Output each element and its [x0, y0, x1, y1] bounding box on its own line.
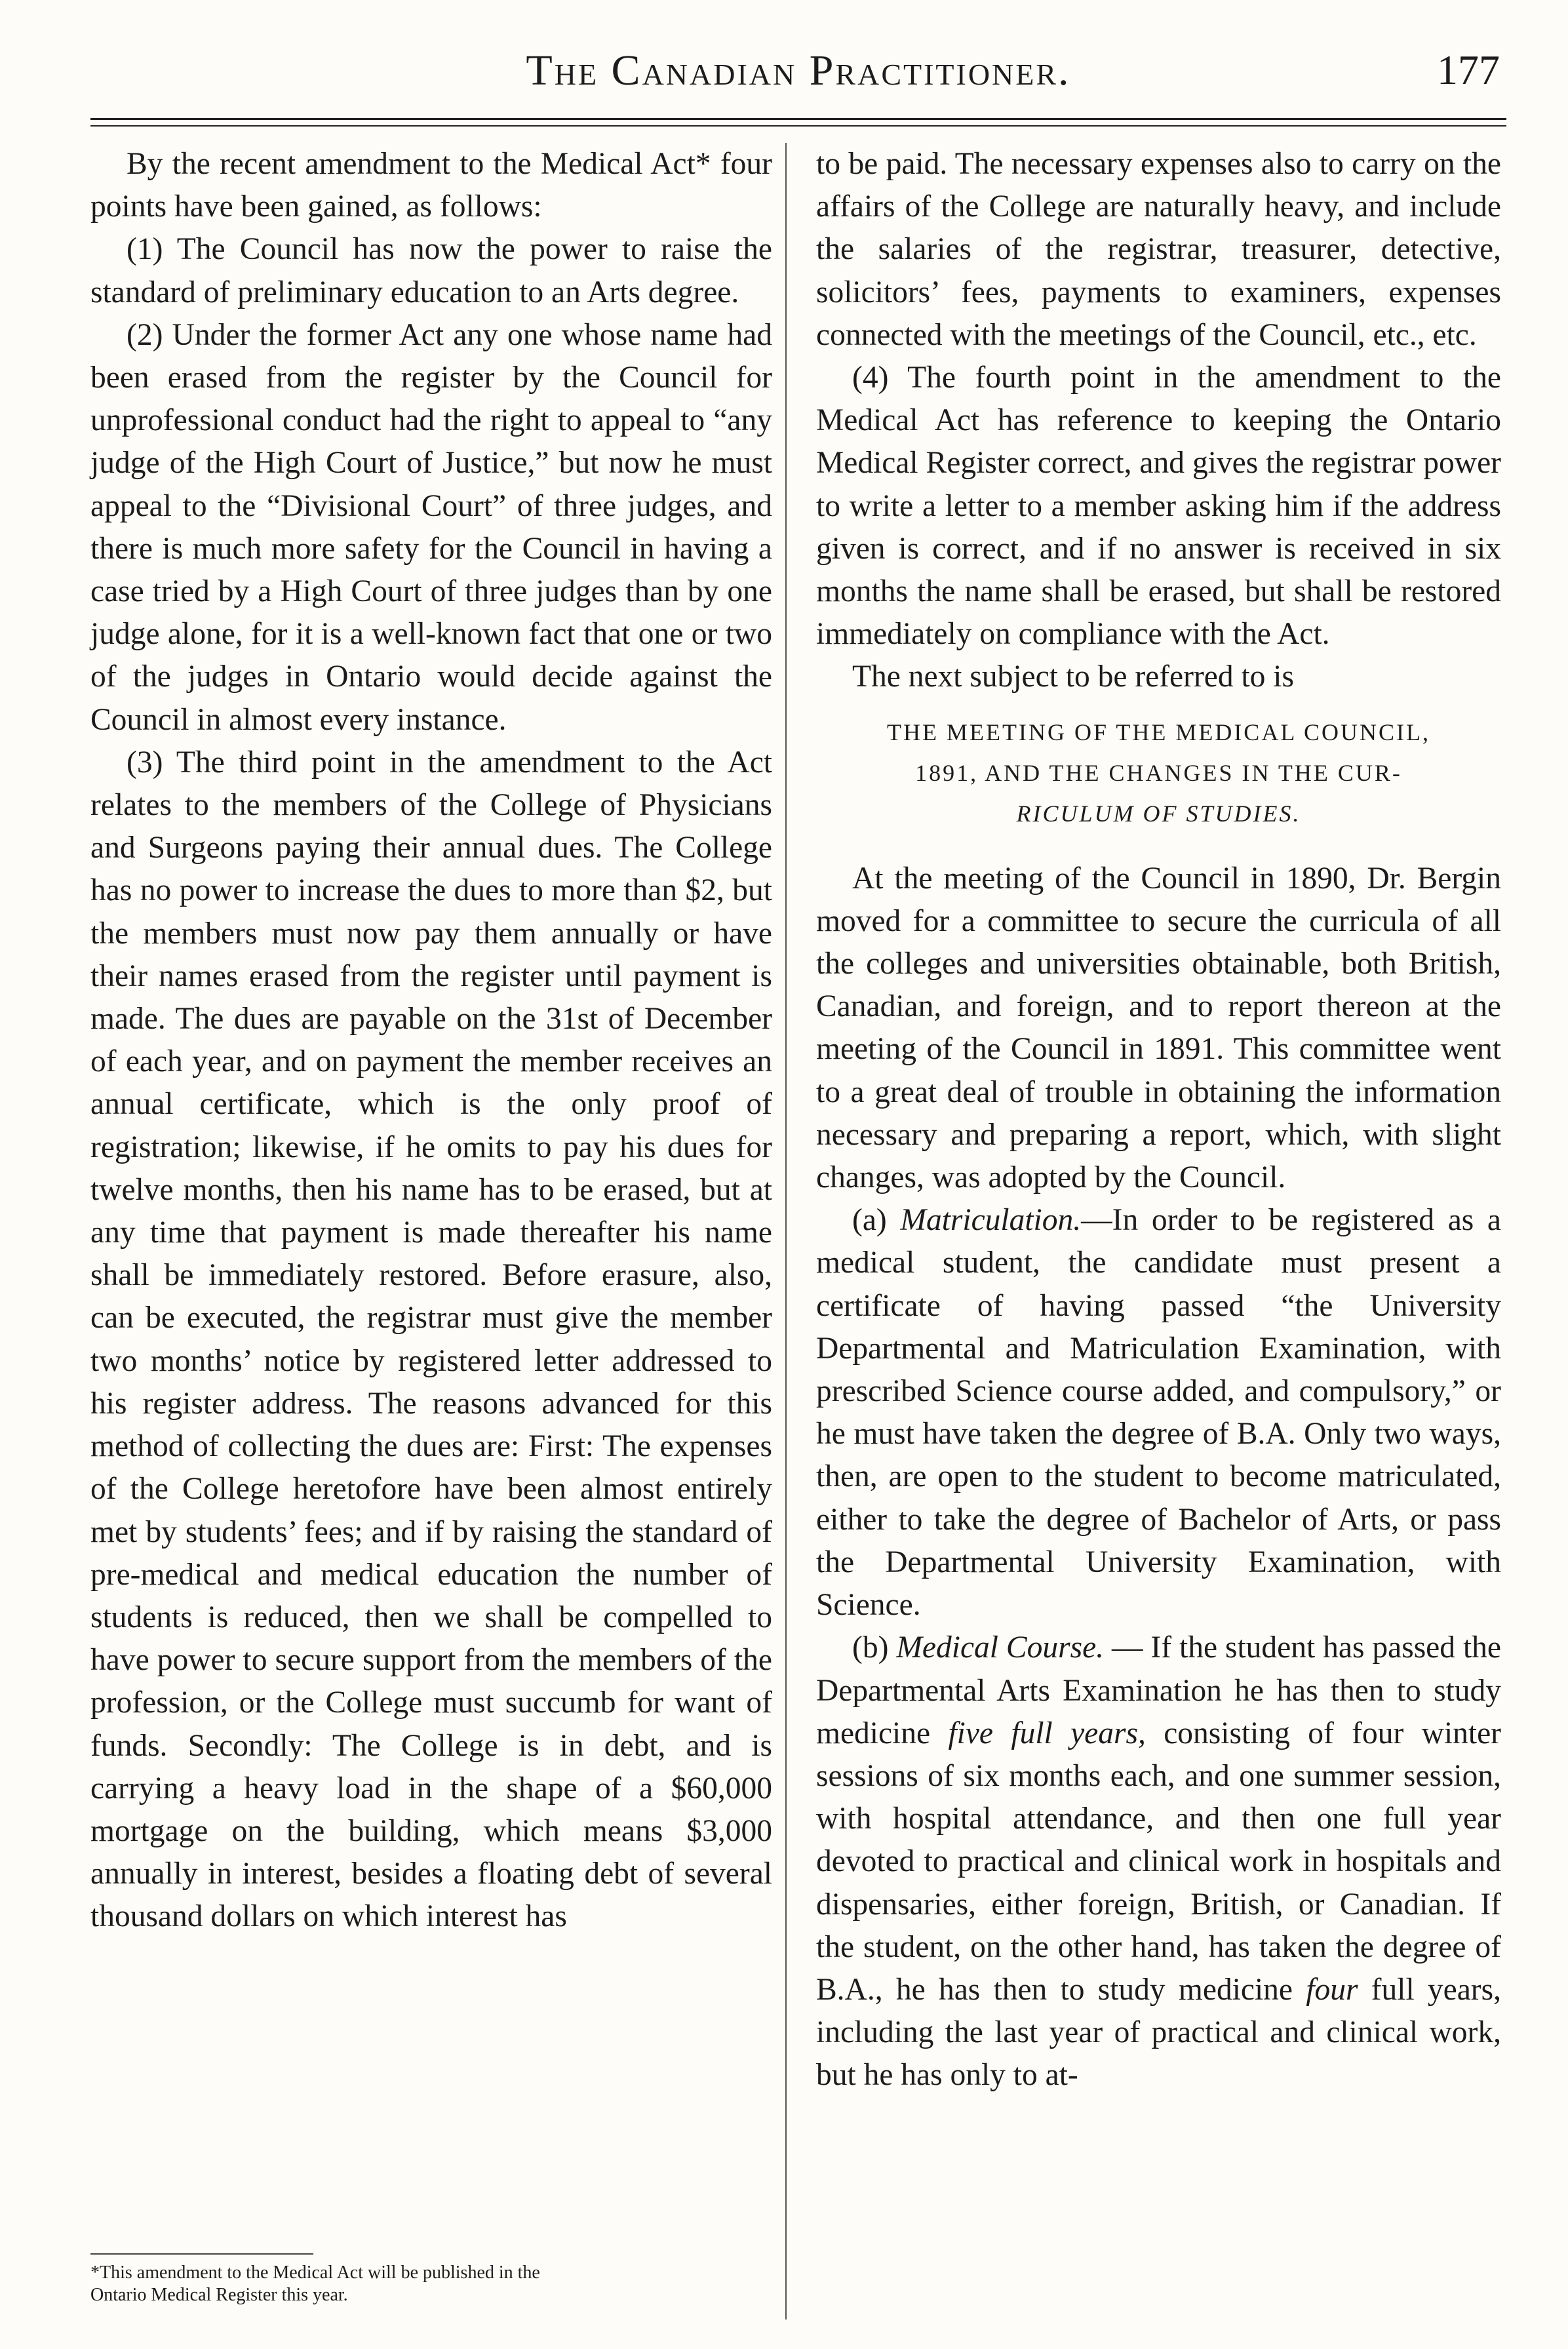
paragraph: (2) Under the former Act any one whose name had been erased from the register by the Council for unprofessional conduct had the right to appeal to “any judge of the High Court of Justice,” but now he must appeal to the “Divisional Court” of three judges, and there is much more safety for the Council in having a case tried by a High Court of three judges than by one judge alone, for it is a well-known fact that one or two of the judges in Ontario would decide against the Council in almost every instance. — [90, 317, 772, 737]
paragraph: to be paid. The necessary expenses also to carry on the affairs of the College are naturally heavy, and include the salaries of the registrar, treasurer, detective, solicitors’ fees, payments to examiners, expenses connected with the meetings of the Council, etc., etc. — [816, 147, 1501, 352]
item-title: Medical Course. — [896, 1630, 1105, 1665]
item-body: — If the student has passed the Departmental Arts Examination he has then to study medicine — [816, 1630, 1501, 1750]
item-body: —In order to be registered as a medical student, the candidate must present a certificate of having passed “the University Departmental and Matriculation Examination, with prescribed Science course added, and compulsory,” or he must have taken the degree of B.A. Only two ways, then, are open to the student to become matriculated, either to take the degree of Bachelor of Arts, or pass the Departmental University Examination, with Science. — [816, 1203, 1502, 1623]
paragraph: By the recent amendment to the Medical Act* four points have been gained, as follows: — [90, 147, 772, 224]
item-body: full years, including the last year of practical and clinical work, but he has only to at- — [816, 1972, 1501, 2093]
footnote-rule — [90, 2253, 313, 2255]
paragraph-medical-course — [816, 1627, 1501, 2097]
paragraph: (1) The Council has now the power to raise the standard of preliminary education to an Arts degree. — [90, 232, 772, 309]
column-divider — [785, 143, 787, 2319]
emphasis: four — [1306, 1972, 1358, 2007]
page-header — [90, 46, 1506, 118]
header-rule-top — [90, 118, 1506, 120]
paragraph: The next subject to be referred to is — [852, 660, 1294, 694]
section-heading-line: RICULUM OF STUDIES. — [1016, 800, 1301, 827]
section-heading — [816, 712, 1501, 834]
paragraph-matriculation — [816, 1199, 1501, 1627]
item-label: (a) — [852, 1203, 887, 1238]
running-title: The Canadian Practitioner. — [526, 47, 1071, 94]
item-title: Matriculation. — [900, 1203, 1082, 1238]
item-label: (b) — [852, 1630, 889, 1665]
emphasis: five full years, — [948, 1716, 1146, 1750]
paragraph: (3) The third point in the amendment to the Act relates to the members of the College of Physicians and Surgeons paying their annual dues. The College has no power to increase the dues to more than $2, but the members must now pay them annually or have their names erased from the register until payment is made. The dues are payable on the 31st of December of each year, and on payment the member receives an annual certificate, which is the only proof of registration; likewise, if he omits to pay his dues for twelve months, then his name has to be erased, but at any time that payment is made thereafter his name shall be immediately restored. Before erasure, also, can be executed, the registrar must give the member two months’ notice by registered letter addressed to his register address. The reasons advanced for this method of collecting the dues are: First: The expenses of the College heretofore have been almost entirely met by students’ fees; and if by raising the standard of pre-medical and medical education the number of students is reduced, then we shall be compelled to have power to secure support from the members of the profession, or the College must succumb for want of funds. Secondly: The College is in debt, and is carrying a heavy load in the shape of a $60,000 mortgage on the building, which means $3,000 annually in interest, besides a floating debt of several thousand dollars on which interest has — [90, 745, 772, 1934]
section-heading-line: THE MEETING OF THE MEDICAL COUNCIL, — [887, 719, 1430, 745]
paragraph: At the meeting of the Council in 1890, Dr. Bergin moved for a committee to secure the curricula of all the colleges and universities obtainable, both British, Canadian, and foreign, and to report thereon at the meeting of the Council in 1891. This committee went to a great deal of trouble in obtaining the information necessary and preparing a report, which, with slight changes, was adopted by the Council. — [816, 861, 1501, 1195]
header-rule-bottom — [90, 125, 1506, 127]
left-column — [90, 143, 772, 1939]
item-body: consisting of four winter sessions of six months each, and one summer session, with hospital attendance, and then one full year devoted to practical and clinical work in hospitals and dispensaries, either foreign, British, or Canadian. If the student, on the other hand, has taken the degree of B.A., he has then to study medicine — [816, 1716, 1501, 2007]
right-column — [816, 143, 1501, 2097]
footnote-line: Ontario Medical Register this year. — [90, 2285, 348, 2305]
section-heading-line: 1891, AND THE CHANGES IN THE CUR- — [915, 759, 1402, 786]
page-number: 177 — [1437, 47, 1500, 93]
paragraph: (4) The fourth point in the amendment to the Medical Act has reference to keeping the Ontario Medical Register correct, and gives the registrar power to write a letter to a member asking him if the address given is correct, and if no answer is received in six months the name shall be erased, but shall be restored immediately on compliance with the Act. — [816, 361, 1501, 652]
footnote-line: *This amendment to the Medical Act will be published in the — [90, 2262, 540, 2283]
footnote — [90, 2262, 772, 2306]
